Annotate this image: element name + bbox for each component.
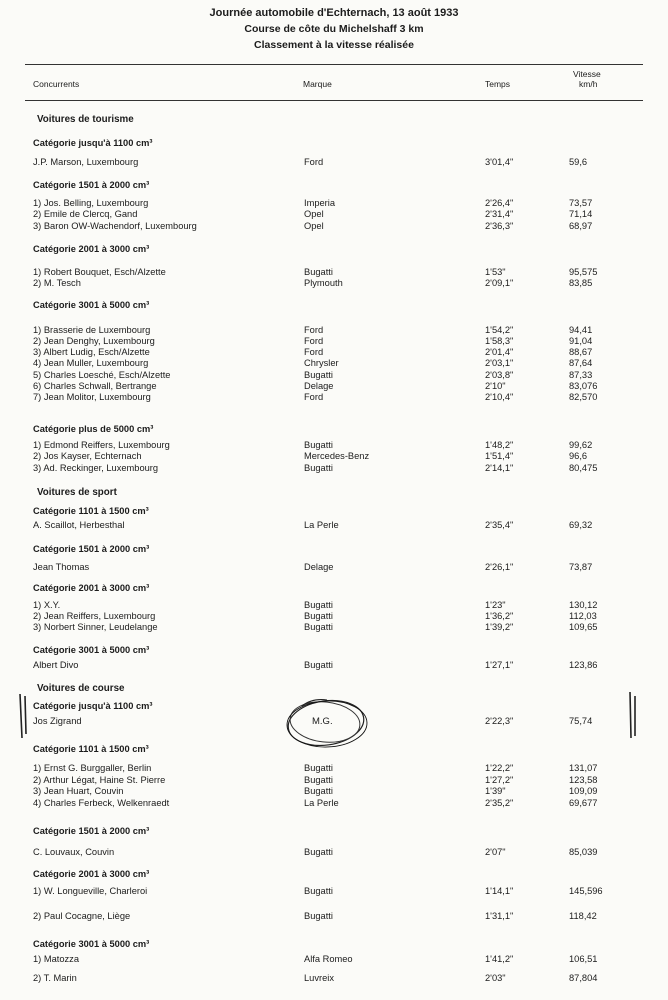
- race-time: 2'01,4": [485, 347, 514, 357]
- speed-value: 96,6: [569, 451, 588, 461]
- car-marque: Bugatti: [304, 440, 333, 450]
- competitor-name: 1) X.Y.: [33, 600, 61, 610]
- competitor-name: A. Scaillot, Herbesthal: [33, 520, 125, 530]
- category-heading: Catégorie jusqu'à 1100 cm³: [33, 138, 153, 148]
- speed-value: 87,804: [569, 973, 598, 983]
- document-title: Journée automobile d'Echternach, 13 août 1933: [209, 7, 459, 19]
- car-marque: Bugatti: [304, 463, 333, 473]
- race-time: 1'23": [485, 600, 506, 610]
- car-marque: Bugatti: [304, 660, 333, 670]
- race-time: 2'31,4": [485, 209, 514, 219]
- speed-value: 73,57: [569, 198, 593, 208]
- competitor-name: Albert Divo: [33, 660, 79, 670]
- result-row: [0, 622, 668, 634]
- speed-value: 123,58: [569, 775, 598, 785]
- car-marque: La Perle: [304, 798, 339, 808]
- speed-value: 83,85: [569, 278, 593, 288]
- category-heading: Catégorie 3001 à 5000 cm³: [33, 645, 150, 655]
- speed-value: 145,596: [569, 886, 603, 896]
- car-marque: Bugatti: [304, 622, 333, 632]
- result-row: [0, 562, 668, 574]
- category-heading: Catégorie 2001 à 3000 cm³: [33, 244, 150, 254]
- competitor-name: 2) Jos Kayser, Echternach: [33, 451, 142, 461]
- result-row: [0, 763, 668, 775]
- race-time: 1'27,2": [485, 775, 514, 785]
- race-time: 1'54,2": [485, 325, 514, 335]
- result-row: [0, 911, 668, 923]
- car-marque: Opel: [304, 221, 324, 231]
- car-marque: Imperia: [304, 198, 336, 208]
- category-heading: Catégorie 1101 à 1500 cm³: [33, 506, 149, 516]
- competitor-name: 2) Paul Cocagne, Liège: [33, 911, 131, 921]
- competitor-name: 2) T. Marin: [33, 973, 77, 983]
- speed-value: 80,475: [569, 463, 598, 473]
- competitor-name: 5) Charles Loesché, Esch/Alzette: [33, 370, 171, 380]
- result-row: [0, 786, 668, 798]
- result-row: [0, 278, 668, 290]
- race-time: 1'41,2": [485, 954, 514, 964]
- car-marque: Delage: [304, 381, 334, 391]
- speed-value: 82,570: [569, 392, 598, 402]
- category-heading: Catégorie 2001 à 3000 cm³: [33, 583, 150, 593]
- speed-value: 75,74: [569, 716, 593, 726]
- race-time: 1'22,2": [485, 763, 514, 773]
- left-margin-mark-icon: [16, 692, 30, 740]
- speed-value: 87,64: [569, 358, 593, 368]
- car-marque: Mercedes-Benz: [304, 451, 370, 461]
- speed-value: 87,33: [569, 370, 593, 380]
- race-time: 1'48,2": [485, 440, 514, 450]
- car-marque: Delage: [304, 562, 334, 572]
- category-heading: Catégorie 3001 à 5000 cm³: [33, 300, 150, 310]
- car-marque: Luvreix: [304, 973, 334, 983]
- race-time: 1'58,3": [485, 336, 514, 346]
- speed-value: 112,03: [569, 611, 597, 621]
- category-heading: Catégorie 1501 à 2000 cm³: [33, 826, 150, 836]
- race-time: 2'35,4": [485, 520, 514, 530]
- result-row: [0, 157, 668, 169]
- speed-value: 83,076: [569, 381, 598, 391]
- race-time: 2'22,3": [485, 716, 514, 726]
- result-row: [0, 209, 668, 221]
- speed-value: 94,41: [569, 325, 593, 335]
- race-time: 2'26,1": [485, 562, 514, 572]
- document-subtitle: Course de côte du Michelshaff 3 km: [244, 23, 424, 35]
- car-marque: Bugatti: [304, 911, 333, 921]
- result-row: [0, 451, 668, 463]
- race-time: 2'10": [485, 381, 506, 391]
- result-row: [0, 392, 668, 404]
- race-time: 3'01,4": [485, 157, 514, 167]
- car-marque: La Perle: [304, 520, 339, 530]
- right-margin-mark-icon: [626, 690, 640, 740]
- car-marque: Bugatti: [304, 763, 333, 773]
- result-row: [0, 973, 668, 985]
- race-time: 1'14,1": [485, 886, 514, 896]
- competitor-name: 1) Robert Bouquet, Esch/Alzette: [33, 267, 166, 277]
- competitor-name: 1) Brasserie de Luxembourg: [33, 325, 151, 335]
- column-header-unit: km/h: [579, 79, 598, 89]
- car-marque: Ford: [304, 392, 324, 402]
- speed-value: 131,07: [569, 763, 598, 773]
- category-heading: Catégorie plus de 5000 cm³: [33, 424, 154, 434]
- competitor-name: 1) Edmond Reiffers, Luxembourg: [33, 440, 170, 450]
- speed-value: 130,12: [569, 600, 598, 610]
- category-heading: Catégorie 3001 à 5000 cm³: [33, 939, 150, 949]
- speed-value: 69,32: [569, 520, 593, 530]
- competitor-name: Jean Thomas: [33, 562, 90, 572]
- competitor-name: 7) Jean Molitor, Luxembourg: [33, 392, 151, 402]
- result-row: [0, 358, 668, 370]
- section-heading: Voitures de tourisme: [37, 114, 134, 125]
- race-time: 2'10,4": [485, 392, 514, 402]
- competitor-name: 1) Jos. Belling, Luxembourg: [33, 198, 149, 208]
- race-time: 1'51,4": [485, 451, 514, 461]
- speed-value: 71,14: [569, 209, 593, 219]
- competitor-name: 6) Charles Schwall, Bertrange: [33, 381, 157, 391]
- section-heading: Voitures de course: [37, 683, 125, 694]
- competitor-name: 2) M. Tesch: [33, 278, 81, 288]
- car-marque: Ford: [304, 325, 324, 335]
- race-time: 1'27,1": [485, 660, 514, 670]
- category-heading: Catégorie jusqu'à 1100 cm³: [33, 701, 153, 711]
- car-marque: Alfa Romeo: [304, 954, 353, 964]
- speed-value: 59,6: [569, 157, 588, 167]
- speed-value: 69,677: [569, 798, 598, 808]
- race-time: 2'03,1": [485, 358, 514, 368]
- competitor-name: 3) Jean Huart, Couvin: [33, 786, 124, 796]
- category-heading: Catégorie 2001 à 3000 cm³: [33, 869, 150, 879]
- competitor-name: C. Louvaux, Couvin: [33, 847, 115, 857]
- speed-value: 123,86: [569, 660, 598, 670]
- speed-value: 109,09: [569, 786, 598, 796]
- column-header-marque: Marque: [303, 79, 332, 89]
- speed-value: 106,51: [569, 954, 598, 964]
- competitor-name: 3) Baron OW-Wachendorf, Luxembourg: [33, 221, 197, 231]
- stamp-text: M.G.: [312, 716, 333, 727]
- competitor-name: 4) Charles Ferbeck, Welkenraedt: [33, 798, 170, 808]
- race-time: 2'07": [485, 847, 506, 857]
- car-marque: Opel: [304, 209, 324, 219]
- race-time: 2'14,1": [485, 463, 514, 473]
- result-row: [0, 221, 668, 233]
- car-marque: Bugatti: [304, 886, 333, 896]
- car-marque: Ford: [304, 157, 324, 167]
- speed-value: 88,67: [569, 347, 593, 357]
- competitor-name: 2) Arthur Légat, Haine St. Pierre: [33, 775, 166, 785]
- column-header-temps: Temps: [485, 79, 511, 89]
- speed-value: 99,62: [569, 440, 593, 450]
- race-time: 1'53": [485, 267, 506, 277]
- speed-value: 95,575: [569, 267, 598, 277]
- race-time: 1'36,2": [485, 611, 514, 621]
- mg-stamp: [282, 696, 368, 750]
- race-time: 2'09,1": [485, 278, 514, 288]
- car-marque: Ford: [304, 336, 324, 346]
- result-row: [0, 954, 668, 966]
- result-row: [0, 660, 668, 672]
- speed-value: 118,42: [569, 911, 597, 921]
- column-header-vitesse: Vitesse: [573, 69, 601, 79]
- result-row: [0, 886, 668, 898]
- competitor-name: 1) Matozza: [33, 954, 79, 964]
- car-marque: Bugatti: [304, 600, 333, 610]
- competitor-name: 2) Jean Denghy, Luxembourg: [33, 336, 155, 346]
- speed-value: 68,97: [569, 221, 593, 231]
- result-row: [0, 798, 668, 810]
- competitor-name: Jos Zigrand: [33, 716, 82, 726]
- car-marque: Bugatti: [304, 786, 333, 796]
- race-time: 2'03": [485, 973, 506, 983]
- result-row: [0, 847, 668, 859]
- speed-value: 109,65: [569, 622, 598, 632]
- car-marque: Plymouth: [304, 278, 343, 288]
- competitor-name: J.P. Marson, Luxembourg: [33, 157, 139, 167]
- car-marque: Ford: [304, 347, 324, 357]
- competitor-name: 1) W. Longueville, Charleroi: [33, 886, 148, 896]
- column-header-concurrents: Concurrents: [33, 79, 80, 89]
- competitor-name: 3) Albert Ludig, Esch/Alzette: [33, 347, 150, 357]
- race-time: 2'36,3": [485, 221, 514, 231]
- race-time: 1'39": [485, 786, 506, 796]
- competitor-name: 4) Jean Muller, Luxembourg: [33, 358, 149, 368]
- speed-value: 85,039: [569, 847, 598, 857]
- competitor-name: 3) Norbert Sinner, Leudelange: [33, 622, 158, 632]
- competitor-name: 2) Jean Reiffers, Luxembourg: [33, 611, 156, 621]
- competitor-name: 3) Ad. Reckinger, Luxembourg: [33, 463, 159, 473]
- section-heading: Voitures de sport: [37, 487, 117, 498]
- car-marque: Bugatti: [304, 267, 333, 277]
- category-heading: Catégorie 1101 à 1500 cm³: [33, 744, 149, 754]
- car-marque: Bugatti: [304, 775, 333, 785]
- category-heading: Catégorie 1501 à 2000 cm³: [33, 180, 150, 190]
- document-subtitle-2: Classement à la vitesse réalisée: [254, 39, 414, 51]
- competitor-name: 1) Ernst G. Burggaller, Berlin: [33, 763, 152, 773]
- competitor-name: 2) Emile de Clercq, Gand: [33, 209, 138, 219]
- race-time: 1'31,1": [485, 911, 514, 921]
- result-row: [0, 463, 668, 475]
- race-time: 2'26,4": [485, 198, 514, 208]
- race-time: 1'39,2": [485, 622, 514, 632]
- car-marque: Bugatti: [304, 847, 333, 857]
- category-heading: Catégorie 1501 à 2000 cm³: [33, 544, 150, 554]
- speed-value: 73,87: [569, 562, 593, 572]
- race-time: 2'35,2": [485, 798, 514, 808]
- speed-value: 91,04: [569, 336, 593, 346]
- result-row: [0, 520, 668, 532]
- car-marque: Chrysler: [304, 358, 339, 368]
- race-time: 2'03,8": [485, 370, 514, 380]
- car-marque: Bugatti: [304, 370, 333, 380]
- car-marque: Bugatti: [304, 611, 333, 621]
